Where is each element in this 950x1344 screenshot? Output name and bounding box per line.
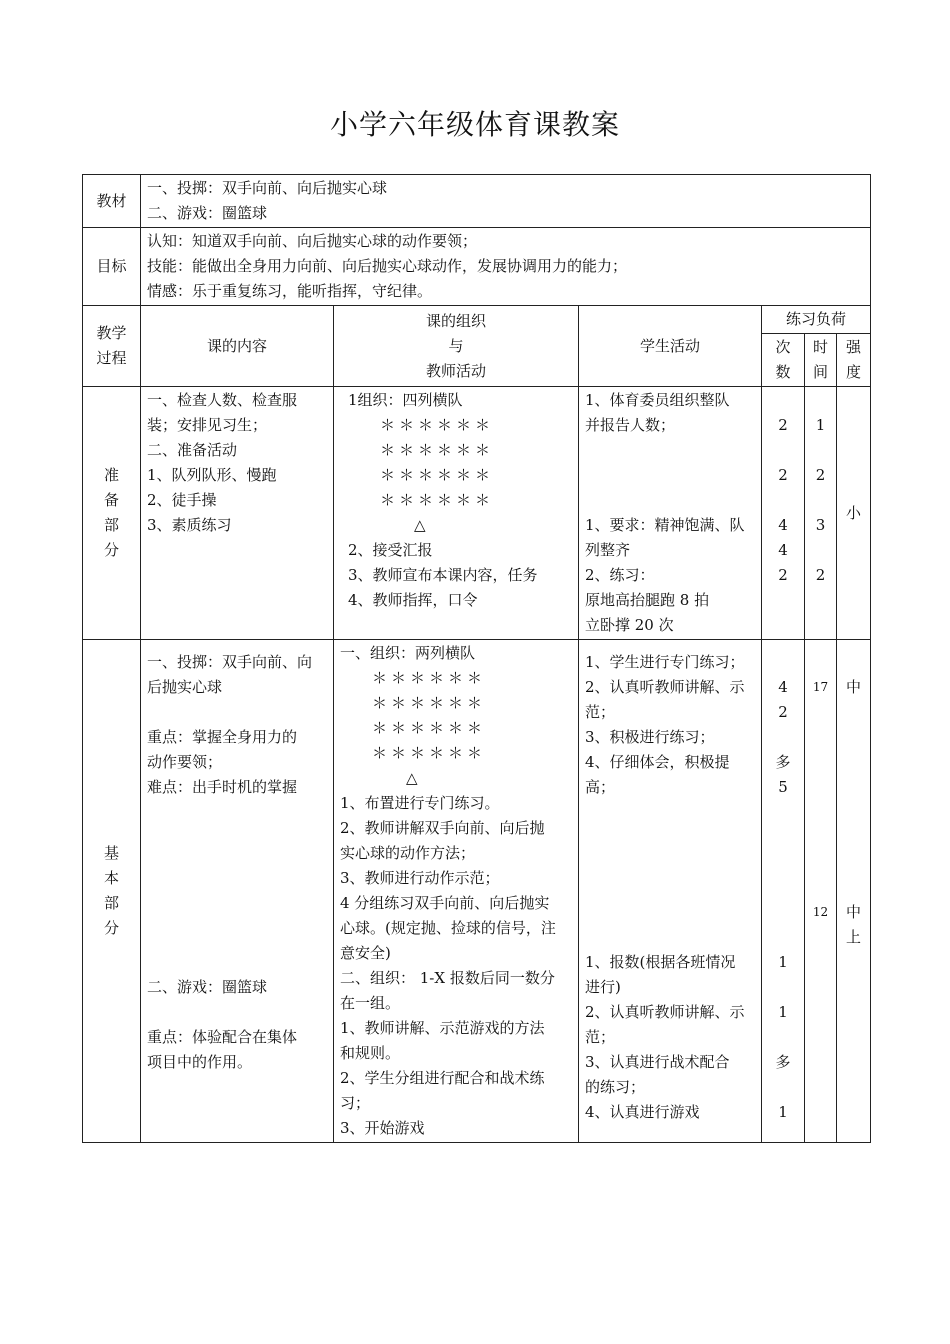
prep-row (83, 387, 871, 640)
basic-section-label: 基 本 部 分 (83, 640, 141, 1143)
goal-row (83, 228, 871, 306)
prep-content: 一、检查人数、检查服 装；安排见习生； 二、准备活动 1、队列队形、慢跑 2、徒手操 3、素质练习 (141, 387, 334, 640)
basic-student: 1、学生进行专门练习； 2、认真听教师讲解、示 范； 3、积极进行练习； 4、仔细体会，积极提 高； 1、报数(根据各班情况 进行) 2、认真听教师讲解、示 范； 3、认真进行战术配合 的练习； 4、认真进行游戏 (579, 640, 762, 1143)
teacher-triangle: △ (414, 516, 426, 534)
header-times: 次 数 (762, 334, 805, 387)
goal-line: 认知：知道双手向前、向后抛实心球的动作要领； (147, 232, 478, 250)
goal-label: 目标 (83, 228, 141, 306)
teacher-triangle: △ (406, 769, 418, 787)
lesson-plan-table (82, 174, 871, 1143)
header-intensity: 强 度 (837, 334, 871, 387)
material-line: 一、投掷：双手向前、向后抛实心球 (147, 179, 388, 197)
prep-duration: 1 2 3 2 (805, 387, 837, 640)
header-duration: 时 间 (805, 334, 837, 387)
prep-section-label: 准 备 部 分 (83, 387, 141, 640)
formation-row: ＊＊＊＊＊＊ (380, 416, 495, 434)
formation-title: 一、组织：两列横队 (340, 644, 476, 662)
basic-content: 一、投掷：双手向前、向 后抛实心球 重点：掌握全身用力的 动作要领； 难点：出手时机的掌握 二、游戏：圈篮球 重点：体验配合在集体 项目中的作用。 (141, 640, 334, 1143)
goal-line: 技能：能做出全身用力向前、向后抛实心球动作，发展协调用力的能力； (147, 257, 628, 275)
formation-row: ＊＊＊＊＊＊ (372, 744, 487, 762)
formation-row: ＊＊＊＊＊＊ (380, 441, 495, 459)
prep-org: 1组织：四列横队 ＊＊＊＊＊＊ ＊＊＊＊＊＊ ＊＊＊＊＊＊ ＊＊＊＊＊＊ △ 2、接受汇报 3、教师宣布本课内容，任务 4、教师指挥，口令 (334, 387, 579, 640)
basic-row (83, 640, 871, 1143)
prep-intensity: 小 (837, 387, 871, 640)
formation-row: ＊＊＊＊＊＊ (380, 491, 495, 509)
basic-intensity: 中 中 上 (837, 640, 871, 1143)
formation-title: 1组织：四列横队 (348, 391, 463, 409)
basic-duration: 17 12 (805, 640, 837, 1143)
formation-row: ＊＊＊＊＊＊ (372, 669, 487, 687)
formation-row: ＊＊＊＊＊＊ (380, 466, 495, 484)
page-title: 小学六年级体育课教案 (329, 108, 620, 141)
material-label: 教材 (83, 175, 141, 228)
header-row (83, 306, 871, 334)
basic-times: 4 2 多 5 1 1 多 1 (762, 640, 805, 1143)
header-content: 课的内容 (141, 306, 334, 387)
formation-row: ＊＊＊＊＊＊ (372, 719, 487, 737)
material-row (83, 175, 871, 228)
header-load: 练习负荷 (762, 306, 871, 334)
header-student: 学生活动 (579, 306, 762, 387)
prep-student: 1、体育委员组织整队 并报告人数； 1、要求：精神饱满、队 列整齐 2、练习： 原地高抬腿跑 8 拍 立卧撑 20 次 (579, 387, 762, 640)
material-line: 二、游戏：圈篮球 (147, 204, 268, 222)
material-content (141, 175, 871, 228)
prep-times: 2 2 4 4 2 (762, 387, 805, 640)
goal-line: 情感：乐于重复练习，能听指挥，守纪律。 (147, 282, 433, 300)
basic-org: 一、组织：两列横队 ＊＊＊＊＊＊ ＊＊＊＊＊＊ ＊＊＊＊＊＊ ＊＊＊＊＊＊ △ 1、布置进行专门练习。 2、教师讲解双手向前、向后抛 实心球的动作方法； 3、教师进行动作示范； 4 分组练习双手向前、向后抛实 心球。(规定抛、捡球的信号，注 意安全) 二、组织： 1-X 报数后同一数分 在一组。 1、教师讲解、示范游戏的方法 和规则。 2、学生分组进行配合和战术练 习； 3、开始游戏 (334, 640, 579, 1143)
header-process: 教学 过程 (83, 306, 141, 387)
formation-row: ＊＊＊＊＊＊ (372, 694, 487, 712)
header-org: 课的组织 与 教师活动 (334, 306, 579, 387)
goal-content (141, 228, 871, 306)
